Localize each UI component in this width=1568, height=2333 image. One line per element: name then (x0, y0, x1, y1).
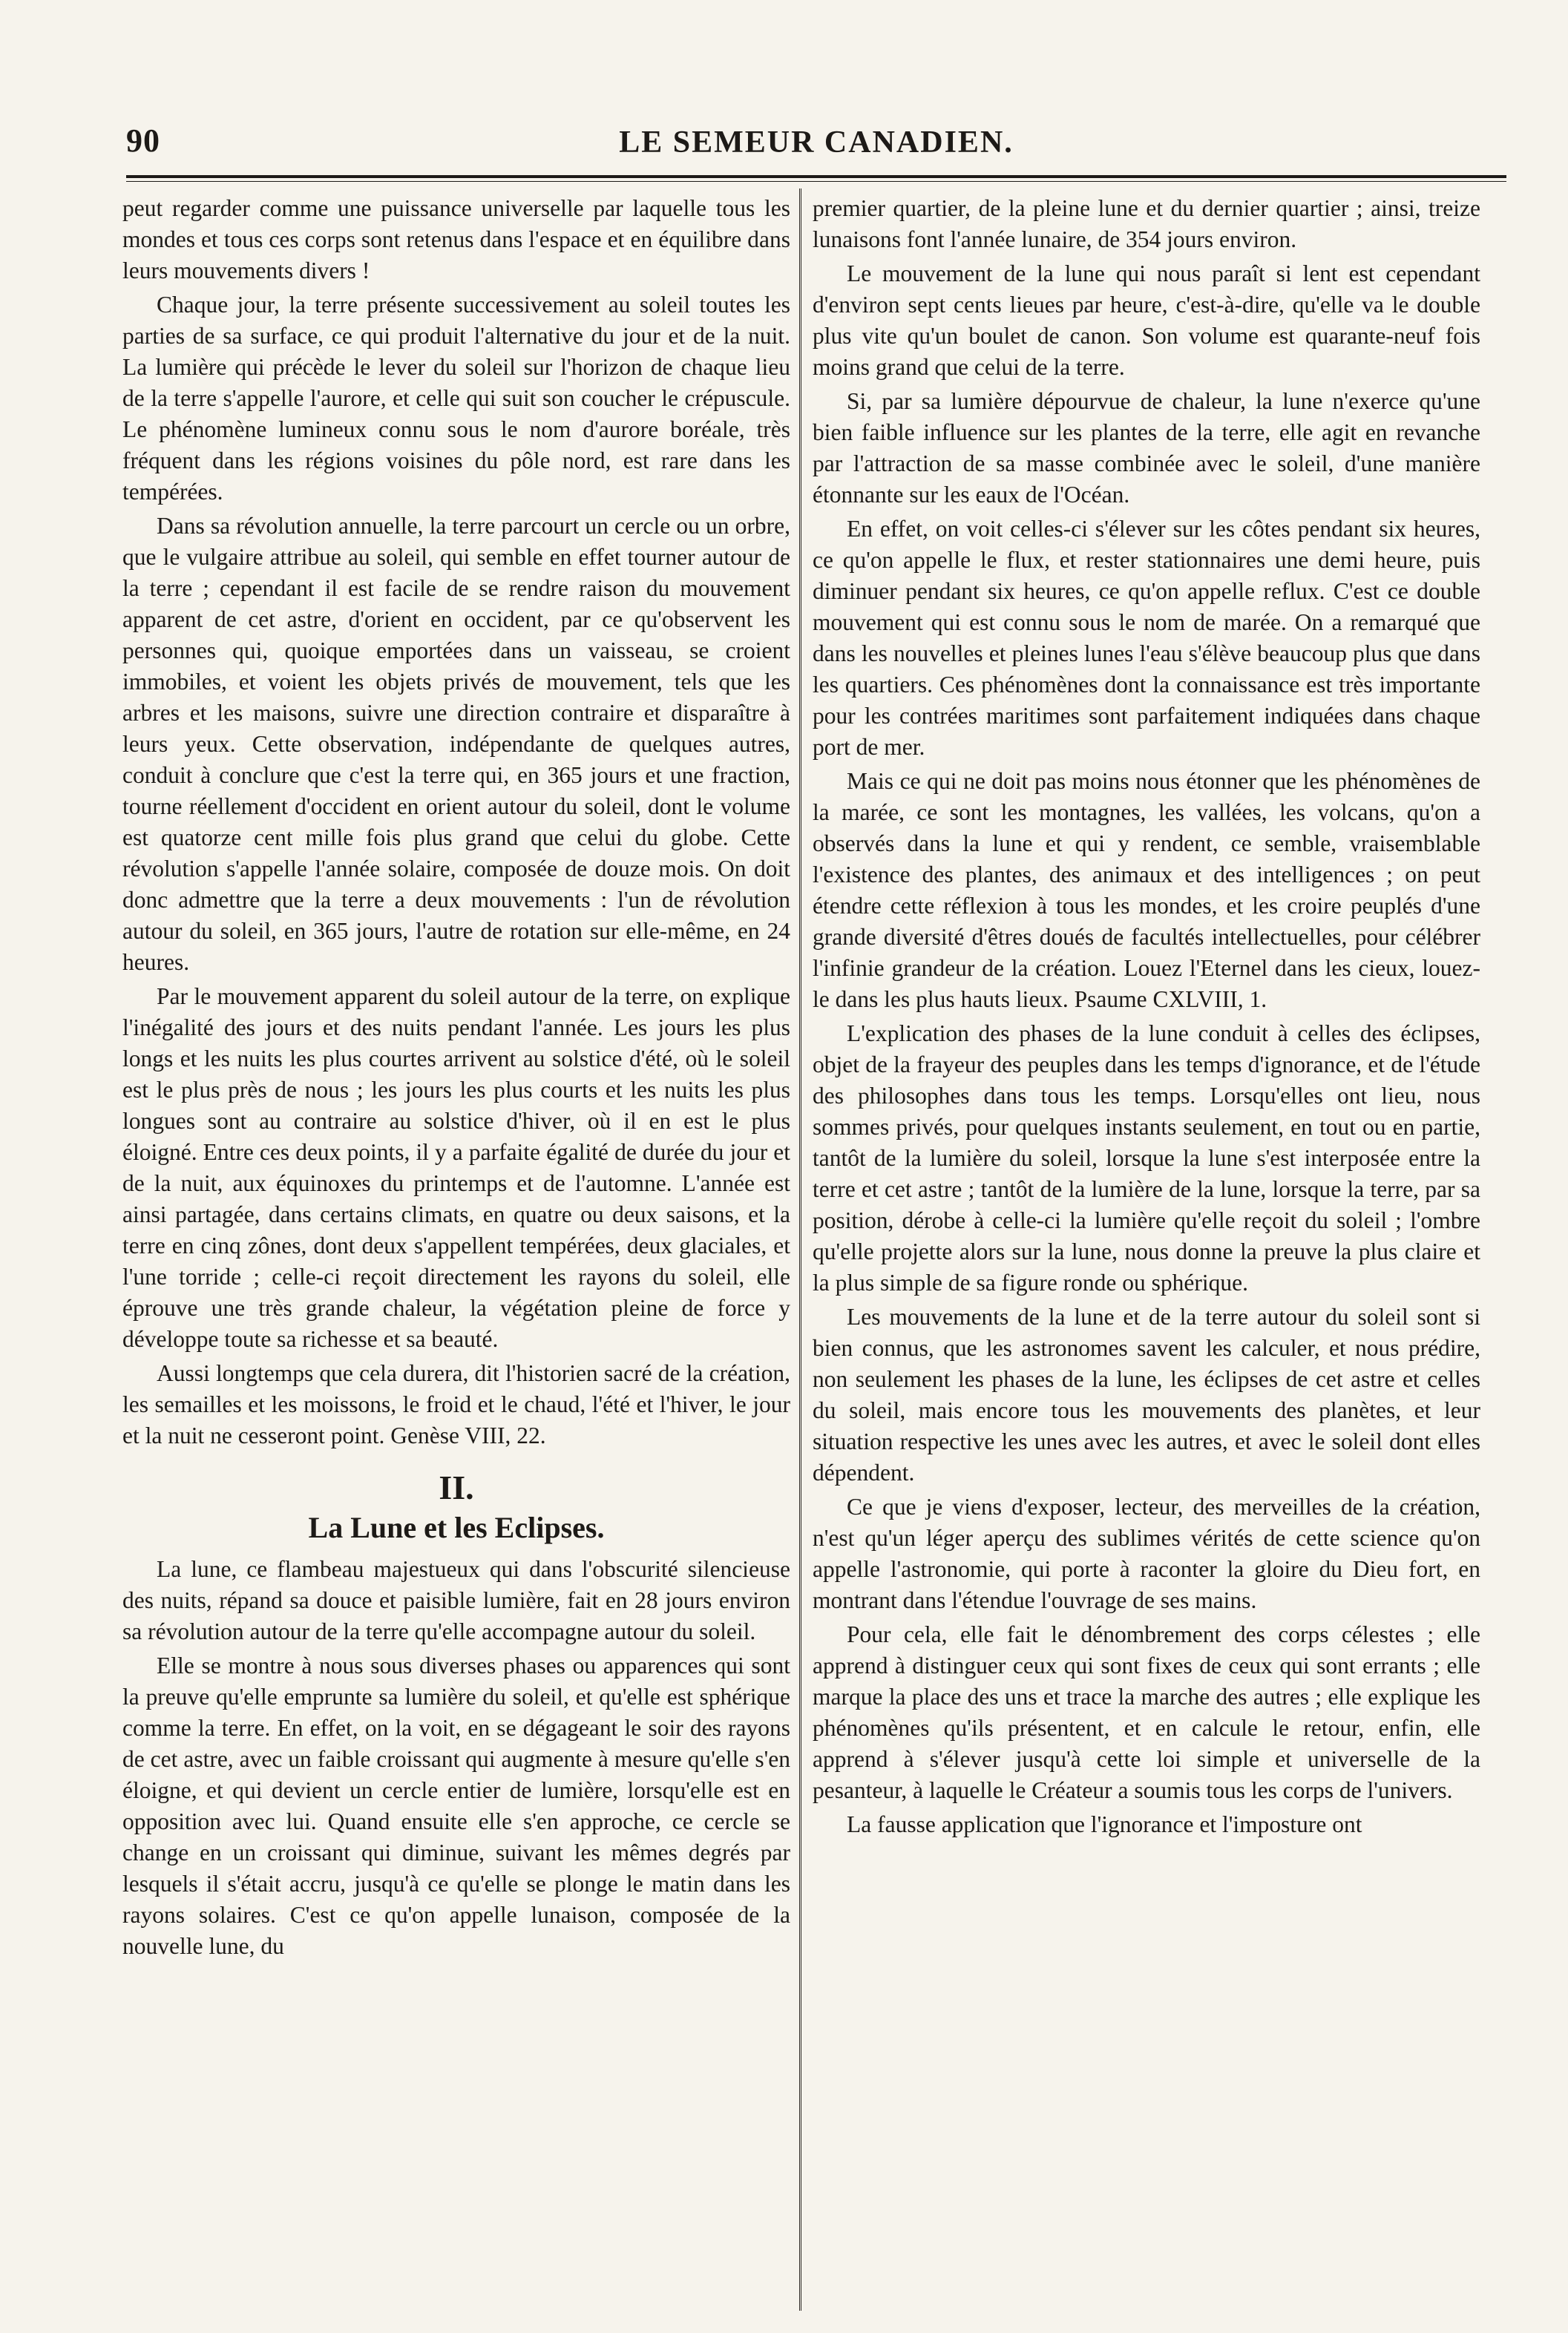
paragraph: En effet, on voit celles-ci s'élever sur les côtes pendant six heures, ce qu'on appelle le flux, et rester stationnaires une demi heure, puis diminuer pendant six heures, ce qu'on appelle reflux. C'est ce double mouvement qui est connu sous le nom de marée. On a remarqué que dans les nouvelles et pleines lunes l'eau s'élève beaucoup plus que dans les quartiers. Ces phénomènes dont la connaissance est très importante pour les contrées maritimes sont parfaitement indiquées dans chaque port de mer. (813, 516, 1480, 760)
page-header (126, 111, 1506, 178)
paragraph: Dans sa révolution annuelle, la terre parcourt un cercle ou un orbre, que le vulgaire attribue au soleil, qui semble en effet tourner autour de la terre ; cependant il est facile de se rendre raison du mouvement apparent de cet astre, d'orient en occident, par ce qu'observent les personnes qui, quoique emportées dans un vaisseau, se croient immobiles, et voient les objets privés de mouvement, tels que les arbres et les maisons, suivre une direction contraire et disparaître à leurs yeux. Cette observation, indépendante de quelques autres, conduit à conclure que c'est la terre qui, en 365 jours et une fraction, tourne réellement d'occident en orient autour du soleil, dont le volume est quatorze cent mille fois plus grand que celui du globe. Cette révolution s'appelle l'année solaire, composée de douze mois. On doit donc admettre que la terre a deux mouvements : l'un de révolution autour du soleil, en 365 jours, l'autre de rotation sur elle-même, en 24 heures. (122, 513, 790, 975)
paragraph: Pour cela, elle fait le dénombrement des corps célestes ; elle apprend à distinguer ceux qui sont fixes de ceux qui sont errants ; elle marque la place des uns et trace la marche des autres ; elle explique les phénomènes qu'ils présentent, et en calcule le retour, enfin, elle apprend à s'élever jusqu'à cette loi simple et universelle de la pesanteur, à laquelle le Créateur a soumis tous les corps de l'univers. (813, 1621, 1480, 1803)
paragraph: Par le mouvement apparent du soleil autour de la terre, on explique l'inégalité des jours et des nuits pendant l'année. Les jours les plus longs et les nuits les plus courtes arrivent au solstice d'été, où le soleil est le plus près de nous ; les jours les plus courts et les nuits les plus longues sont au contraire au solstice d'hiver, où il en est le plus éloigné. Entre ces deux points, il y a parfaite égalité de durée du jour et de la nuit, aux équinoxes du printemps et de l'automne. L'année est ainsi partagée, dans certains climats, en quatre ou deux saisons, et la terre en cinq zônes, dont deux s'appellent tempérées, deux glaciales, et l'une torride ; celle-ci reçoit directement les rayons du soleil, elle éprouve une très grande chaleur, la végétation pleine de force y développe toute sa richesse et sa beauté. (122, 983, 790, 1352)
paragraph: L'explication des phases de la lune conduit à celles des éclipses, objet de la frayeur des peuples dans les temps d'ignorance, et de l'étude des philosophes dans tous les temps. Lorsqu'elles ont lieu, nous sommes privés, pour quelques instants seulement, en tout ou en partie, tantôt de la lumière du soleil, lorsque la lune s'est interposée entre la terre et cet astre ; tantôt de la lumière de la lune, lorsque la terre, par sa position, dérobe à celle-ci la lumière qu'elle reçoit du soleil ; l'ombre qu'elle projette alors sur la lune, nous donne la preuve la plus claire et la plus simple de sa figure ronde ou sphérique. (813, 1020, 1480, 1296)
paragraph: Elle se montre à nous sous diverses phases ou apparences qui sont la preuve qu'elle emprunte sa lumière du soleil, et qu'elle est sphérique comme la terre. En effet, on la voit, en se dégageant le soir des rayons de cet astre, avec un faible croissant qui augmente à mesure qu'elle s'en éloigne, et qui devient un cercle entier de lumière, lorsqu'elle est en opposition avec lui. Quand ensuite elle s'en approche, ce cercle se change en un croissant qui diminue, suivant les mêmes degrés par lesquels il s'était accru, jusqu'à ce qu'elle se plonge le matin dans les rayons solaires. C'est ce qu'on appelle lunaison, composée de la nouvelle lune, du (122, 1653, 790, 1959)
journal-title: LE SEMEUR CANADIEN. (619, 125, 1014, 160)
paragraph: Ce que je viens d'exposer, lecteur, des merveilles de la création, n'est qu'un léger aperçu des sublimes vérités de cette science qu'on appelle l'astronomie, qui porte à raconter la gloire du Dieu fort, en montrant dans l'étendue l'ouvrage de ses mains. (813, 1494, 1480, 1613)
paragraph: Chaque jour, la terre présente successivement au soleil toutes les parties de sa surface, ce qui produit l'alternative du jour et de la nuit. La lumière qui précède le lever du soleil sur l'horizon de chaque lieu de la terre s'appelle l'aurore, et celle qui suit son coucher le crépuscule. Le phénomène lumineux connu sous le nom d'aurore boréale, très fréquent dans les régions voisines du pôle nord, est rare dans les tempérées. (122, 292, 790, 505)
header-rule-thin (126, 181, 1506, 182)
paragraph: Les mouvements de la lune et de la terre autour du soleil sont si bien connus, que les astronomes savent les calculer, et nous prédire, non seulement les phases de la lune, les éclipses de cet astre et celles du soleil, mais encore tous les mouvements des planètes, et leur situation respective les unes avec les autres, et avec le soleil dont elles dépendent. (813, 1304, 1480, 1486)
left-column (122, 193, 790, 1965)
paragraph: Le mouvement de la lune qui nous paraît si lent est cependant d'environ sept cents lieues par heure, c'est-à-dire, qu'elle va le double plus vite qu'un boulet de canon. Son volume est quarante-neuf fois moins grand que celui de la terre. (813, 260, 1480, 380)
paragraph: Aussi longtemps que cela durera, dit l'historien sacré de la création, les semailles et les moissons, le froid et le chaud, l'été et l'hiver, le jour et la nuit ne cesseront point. Genèse VIII, 22. (122, 1360, 790, 1448)
paragraph: La lune, ce flambeau majestueux qui dans l'obscurité silencieuse des nuits, répand sa douce et paisible lumière, fait en 28 jours environ sa révolution autour de la terre qu'elle accompagne autour du soleil. (122, 1556, 790, 1644)
column-divider (799, 188, 801, 2311)
paragraph: Si, par sa lumière dépourvue de chaleur, la lune n'exerce qu'une bien faible influence sur les plantes de la terre, elle agit en revanche par l'attraction de sa masse combinée avec le soleil, d'une manière étonnante sur les eaux de l'Océan. (813, 388, 1480, 508)
right-column (813, 193, 1480, 1843)
paragraph: Mais ce qui ne doit pas moins nous étonner que les phénomènes de la marée, ce sont les montagnes, les vallées, les volcans, qu'on a observés dans la lune et qui y rendent, ce semble, vraisemblable l'existence des plantes, des animaux et des intelligences ; on peut étendre cette réflexion à tous les mondes, et les croire peuplés d'une grande diversité d'êtres doués de facultés intellectuelles, pour célébrer l'infinie grandeur de la création. Louez l'Eternel dans les cieux, louez-le dans les plus hauts lieux. Psaume CXLVIII, 1. (813, 768, 1480, 1012)
paragraph: La fausse application que l'ignorance et l'imposture ont (847, 1811, 1362, 1837)
page-number: 90 (126, 122, 160, 159)
section-number: II. (439, 1469, 474, 1506)
paragraph: premier quartier, de la pleine lune et du dernier quartier ; ainsi, treize lunaisons font l'année lunaire, de 354 jours environ. (813, 195, 1480, 252)
section-title: La Lune et les Eclipses. (308, 1511, 605, 1544)
header-rule (126, 175, 1506, 178)
paragraph: peut regarder comme une puissance universelle par laquelle tous les mondes et tous ces corps sont retenus dans l'espace et en équilibre dans leurs mouvements divers ! (122, 195, 790, 283)
